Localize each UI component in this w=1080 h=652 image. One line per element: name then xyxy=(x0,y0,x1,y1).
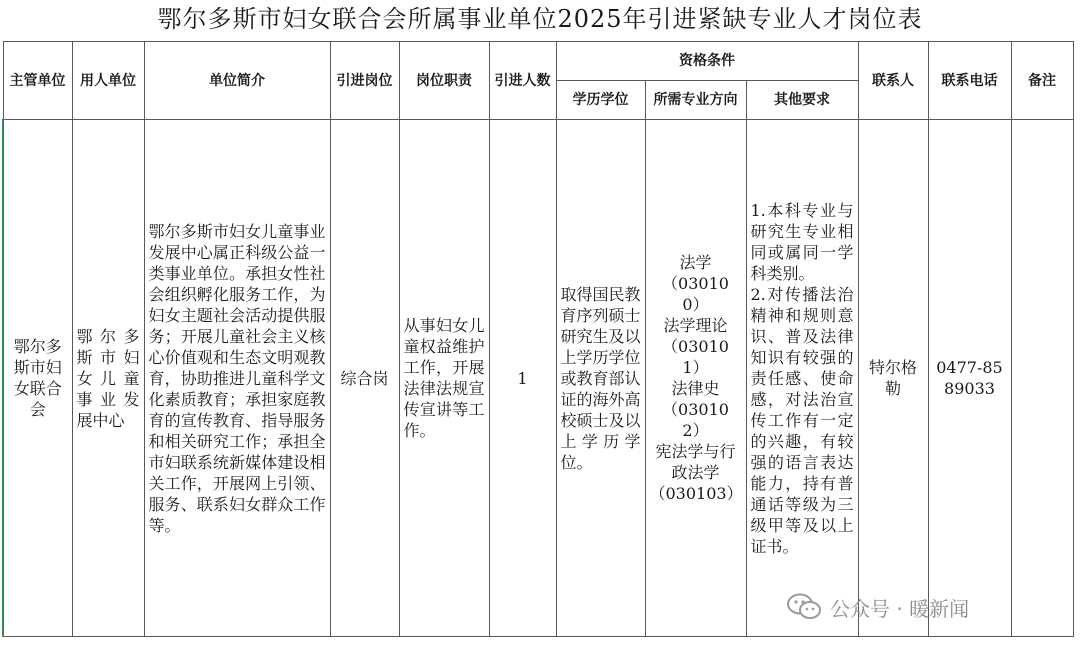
cell-dept: 鄂尔多斯市妇女联合会 xyxy=(3,120,72,637)
header-major: 所需专业方向 xyxy=(645,81,746,120)
header-intro: 单位简介 xyxy=(144,42,330,120)
cell-phone: 0477-8589033 xyxy=(928,120,1011,637)
cell-employer: 鄂尔多斯市妇女儿童事业发展中心 xyxy=(72,120,144,637)
header-contact: 联系人 xyxy=(858,42,928,120)
header-position: 引进岗位 xyxy=(330,42,399,120)
header-employer: 用人单位 xyxy=(72,42,144,120)
cell-count: 1 xyxy=(489,120,556,637)
watermark-text: 公众号 · 暖新闻 xyxy=(830,596,970,621)
table-row xyxy=(3,120,1073,637)
header-remark: 备注 xyxy=(1011,42,1073,120)
cell-duty: 从事妇女儿童权益维护工作，开展法律法规宣传宣讲等工作。 xyxy=(399,120,489,637)
header-other: 其他要求 xyxy=(746,81,858,120)
job-table xyxy=(2,41,1074,637)
header-phone: 联系电话 xyxy=(928,42,1011,120)
wechat-icon xyxy=(786,592,822,622)
cell-remark xyxy=(1011,120,1073,637)
page-title: 鄂尔多斯市妇女联合会所属事业单位2025年引进紧缺专业人才岗位表 xyxy=(157,5,923,33)
cell-other: 1.本科专业与研究生专业相同或属同一学科类别。 2.对传播法治精神和规则意识、普及法律知识有较强的责任感、使命感，对法治宣传工作有一定的兴趣，有较强的语言表达能力，持有普通话等级为三级甲等及以上证书。 xyxy=(746,120,858,637)
cell-intro: 鄂尔多斯市妇女儿童事业发展中心属正科级公益一类事业单位。承担女性社会组织孵化服务工作，为妇女主题社会活动提供服务；开展儿童社会主义核心价值观和生态文明观教育，协助推进儿童科学文化素质教育；承担家庭教育的宣传教育、指导服务和相关研究工作；承担全市妇联系统新媒体建设相关工作，开展网上引领、服务、联系妇女群众工作等。 xyxy=(144,120,330,637)
cell-education: 取得国民教育序列硕士研究生及以上学历学位或教育部认证的海外高校硕士及以上学历学位。 xyxy=(556,120,645,637)
watermark xyxy=(786,590,969,624)
cell-position: 综合岗 xyxy=(330,120,399,637)
header-qualification: 资格条件 xyxy=(556,42,858,81)
cell-major: 法学 （030100） 法学理论 （030101） 法律史 （030102） 宪法学与行政法学 （030103） xyxy=(645,120,746,637)
cell-contact: 特尔格勒 xyxy=(858,120,928,637)
header-education: 学历学位 xyxy=(556,81,645,120)
header-dept: 主管单位 xyxy=(3,42,72,120)
header-duty: 岗位职责 xyxy=(399,42,489,120)
header-count: 引进人数 xyxy=(489,42,556,120)
